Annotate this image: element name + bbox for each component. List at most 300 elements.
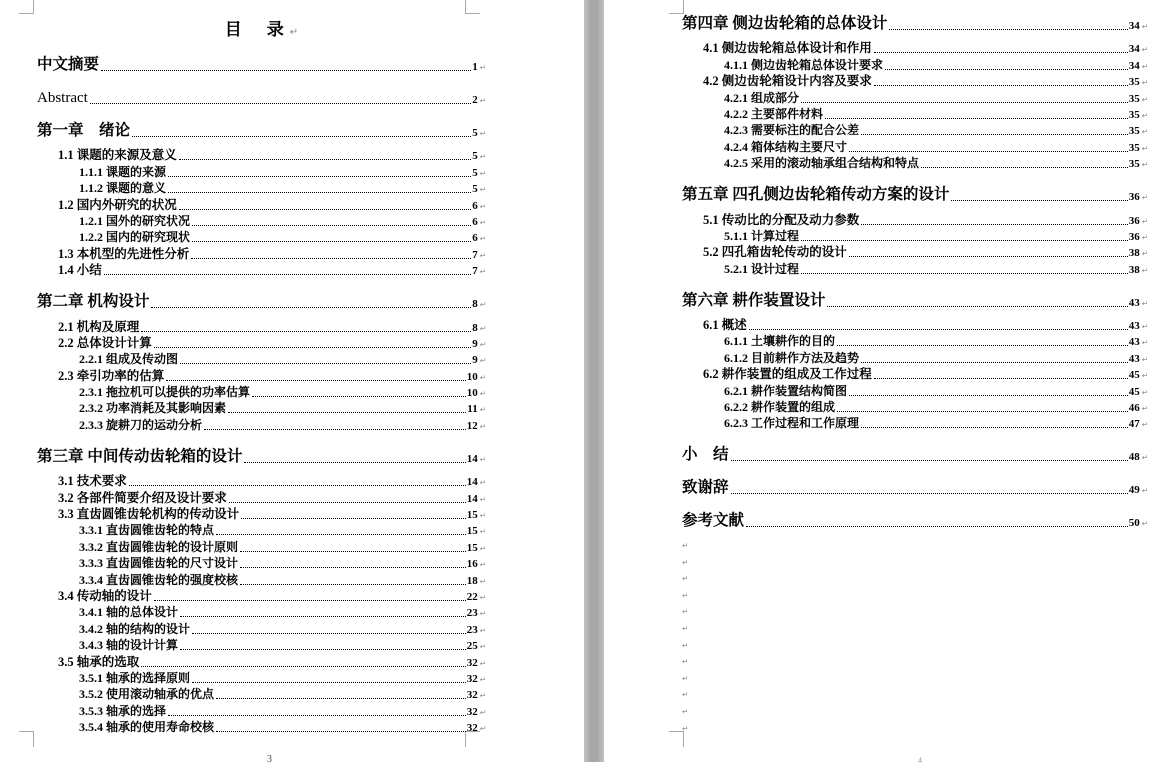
toc-entry-text[interactable]: 1.2 国内外研究的状况 xyxy=(58,197,177,212)
dotted-leader xyxy=(861,427,1128,428)
toc-entry[interactable] xyxy=(37,719,486,735)
toc-entry-text[interactable]: 2.2 总体设计计算 xyxy=(58,335,152,350)
paragraph-mark-icon: ↵ xyxy=(1141,387,1148,397)
paragraph-mark-icon: ↵ xyxy=(479,234,486,244)
paragraph-mark-icon: ↵ xyxy=(1141,160,1148,170)
paragraph-mark-icon: ↵ xyxy=(682,574,689,584)
dotted-leader xyxy=(861,134,1128,135)
toc-entry-page-number[interactable]: 43 xyxy=(1128,296,1140,309)
toc-entry-list-right xyxy=(682,12,1148,530)
toc-entry-text[interactable]: 3.4.1 轴的总体设计 xyxy=(79,605,179,620)
paragraph-mark-icon: ↵ xyxy=(479,323,486,333)
dotted-leader xyxy=(731,493,1128,494)
toc-entry[interactable] xyxy=(37,367,486,383)
toc-entry[interactable] xyxy=(37,620,486,636)
toc-entry-text[interactable]: 3.5.1 轴承的选择原则 xyxy=(79,670,191,685)
dotted-leader xyxy=(731,460,1128,461)
toc-entry-text[interactable]: 4.1 侧边齿轮箱总体设计和作用 xyxy=(703,41,872,56)
paragraph-mark-icon: ↵ xyxy=(1141,45,1148,55)
paragraph-mark-icon: ↵ xyxy=(479,527,486,537)
toc-entry[interactable] xyxy=(37,163,486,179)
toc-entry[interactable] xyxy=(682,415,1148,431)
toc-entry-text[interactable]: 3.3.3 直齿圆锥齿轮的尺寸设计 xyxy=(79,556,239,571)
toc-entry-page-number[interactable]: 9 xyxy=(472,337,478,350)
toc-entry-page-number[interactable]: 32 xyxy=(466,705,478,718)
dotted-leader xyxy=(861,224,1127,225)
paragraph-mark-icon: ↵ xyxy=(1141,265,1148,275)
dotted-leader xyxy=(244,462,465,463)
page-gap-background xyxy=(584,0,604,762)
dotted-leader xyxy=(921,167,1128,168)
dotted-leader xyxy=(252,396,466,397)
toc-entry-text[interactable]: 2.3.2 功率消耗及其影响因素 xyxy=(79,401,227,416)
toc-entry[interactable] xyxy=(37,213,486,229)
toc-entry-page-number[interactable]: 32 xyxy=(466,672,478,685)
toc-entry-page-number[interactable]: 22 xyxy=(466,590,478,603)
toc-entry-text[interactable]: 5.1.1 计算过程 xyxy=(724,228,800,243)
dotted-leader xyxy=(168,192,471,193)
toc-entry-page-number[interactable]: 35 xyxy=(1128,125,1140,138)
toc-entry[interactable] xyxy=(37,522,486,538)
toc-entry-page-number[interactable]: 6 xyxy=(472,215,478,228)
paragraph-mark-icon: ↵ xyxy=(289,27,299,38)
dotted-leader xyxy=(849,151,1128,152)
dotted-leader xyxy=(228,412,466,413)
toc-entry[interactable] xyxy=(37,604,486,620)
toc-entry-page-number[interactable]: 48 xyxy=(1128,451,1140,464)
toc-entry[interactable] xyxy=(682,211,1148,227)
toc-entry-text[interactable]: 1.1.1 课题的来源 xyxy=(79,164,167,179)
toc-entry-page-number[interactable]: 23 xyxy=(466,623,478,636)
toc-entry-text[interactable]: 1.3 本机型的先进性分析 xyxy=(58,246,190,261)
dotted-leader xyxy=(849,395,1128,396)
toc-entry-text[interactable]: 2.3.3 旋耕刀的运动分析 xyxy=(79,417,203,432)
dotted-leader xyxy=(216,731,466,732)
toc-entry-text[interactable]: 3.4 传动轴的设计 xyxy=(58,588,152,603)
toc-entry-text[interactable]: 2.3 牵引功率的估算 xyxy=(58,368,165,383)
toc-entry[interactable] xyxy=(682,476,1148,497)
empty-paragraph xyxy=(682,701,1148,718)
toc-entry-text[interactable]: 3.2 各部件简要介绍及设计要求 xyxy=(58,490,227,505)
toc-entry-text[interactable]: 4.2.4 箱体结构主要尺寸 xyxy=(724,139,848,154)
toc-entry-text[interactable]: 3.3.4 直齿圆锥齿轮的强度校核 xyxy=(79,572,239,587)
toc-entry-page-number[interactable]: 25 xyxy=(466,640,478,653)
paragraph-mark-icon: ↵ xyxy=(479,185,486,195)
paragraph-mark-icon: ↵ xyxy=(1141,322,1148,332)
toc-entry-text[interactable]: 第五章 四孔侧边齿轮箱传动方案的设计 xyxy=(682,186,950,204)
toc-entry-page-number[interactable]: 46 xyxy=(1128,402,1140,415)
paragraph-mark-icon: ↵ xyxy=(479,560,486,570)
empty-paragraph xyxy=(682,585,1148,602)
toc-entry-text[interactable]: 4.2.1 组成部分 xyxy=(724,90,800,105)
toc-entry-text[interactable]: 6.2.1 耕作装置结构简图 xyxy=(724,383,848,398)
toc-entry-text[interactable]: 3.5.2 使用滚动轴承的优点 xyxy=(79,687,215,702)
toc-entry[interactable] xyxy=(37,335,486,351)
dotted-leader xyxy=(837,411,1128,412)
empty-paragraph xyxy=(682,652,1148,669)
toc-entry-text[interactable]: 4.1.1 侧边齿轮箱总体设计要求 xyxy=(724,57,884,72)
toc-entry-page-number[interactable]: 6 xyxy=(472,232,478,245)
paragraph-mark-icon: ↵ xyxy=(479,201,486,211)
dotted-leader xyxy=(154,600,466,601)
toc-entry[interactable] xyxy=(37,702,486,718)
paragraph-mark-icon: ↵ xyxy=(479,609,486,619)
dotted-leader xyxy=(141,331,471,332)
paragraph-mark-icon: ↵ xyxy=(479,691,486,701)
toc-entry-list-left xyxy=(37,53,486,735)
toc-entry-page-number[interactable]: 50 xyxy=(1128,517,1140,530)
paragraph-mark-icon: ↵ xyxy=(479,454,486,464)
paragraph-mark-icon: ↵ xyxy=(479,543,486,553)
toc-entry-text[interactable]: 6.2 耕作装置的组成及工作过程 xyxy=(703,367,872,382)
dotted-leader xyxy=(885,69,1128,70)
toc-entry-page-number[interactable]: 1 xyxy=(472,61,478,73)
toc-entry-text[interactable]: 第三章 中间传动齿轮箱的设计 xyxy=(37,447,243,465)
dotted-leader xyxy=(132,136,471,137)
toc-entry[interactable] xyxy=(682,122,1148,138)
toc-entry-text[interactable]: 致谢辞 xyxy=(682,479,729,497)
toc-entry-page-number[interactable]: 38 xyxy=(1128,263,1140,276)
toc-entry[interactable] xyxy=(37,119,486,140)
toc-entry-page-number[interactable]: 10 xyxy=(466,387,478,400)
paragraph-mark-icon: ↵ xyxy=(479,405,486,415)
toc-entry-page-number[interactable]: 15 xyxy=(466,509,478,522)
toc-entry-page-number[interactable]: 36 xyxy=(1128,214,1140,227)
toc-entry-text[interactable]: 6.1.1 土壤耕作的目的 xyxy=(724,334,836,349)
empty-paragraph xyxy=(682,685,1148,702)
toc-entry-page-number[interactable]: 32 xyxy=(466,656,478,669)
empty-paragraph-list xyxy=(682,535,1148,734)
toc-entry[interactable] xyxy=(682,155,1148,171)
dotted-leader xyxy=(192,633,466,634)
toc-entry[interactable] xyxy=(37,506,486,522)
toc-entry-page-number[interactable]: 43 xyxy=(1128,352,1140,365)
toc-entry-text[interactable]: 3.5.4 轴承的使用寿命校核 xyxy=(79,720,215,735)
toc-entry-page-number[interactable]: 34 xyxy=(1128,43,1140,56)
toc-entry-text[interactable]: 3.3 直齿圆锥齿轮机构的传动设计 xyxy=(58,507,240,522)
dotted-leader xyxy=(179,159,471,160)
toc-entry[interactable] xyxy=(682,333,1148,349)
toc-entry-text[interactable]: 4.2.5 采用的滚动轴承组合结构和特点 xyxy=(724,156,920,171)
dotted-leader xyxy=(240,584,466,585)
dotted-leader xyxy=(191,258,471,259)
paragraph-mark-icon: ↵ xyxy=(1141,22,1148,31)
toc-entry-text[interactable]: Abstract xyxy=(37,90,88,106)
paragraph-mark-icon: ↵ xyxy=(479,511,486,521)
toc-entry-page-number[interactable]: 32 xyxy=(466,722,478,735)
paragraph-mark-icon: ↵ xyxy=(682,706,689,716)
toc-entry-text[interactable]: 小 结 xyxy=(682,446,729,464)
dotted-leader xyxy=(749,329,1128,330)
toc-entry[interactable] xyxy=(682,106,1148,122)
toc-entry-page-number[interactable]: 12 xyxy=(466,419,478,432)
toc-entry[interactable] xyxy=(37,670,486,686)
paragraph-mark-icon: ↵ xyxy=(1141,486,1148,496)
paragraph-mark-icon: ↵ xyxy=(1141,249,1148,259)
dotted-leader xyxy=(129,485,466,486)
toc-entry-text[interactable]: 2.2.1 组成及传动图 xyxy=(79,352,179,367)
toc-entry-text[interactable]: 3.4.2 轴的结构的设计 xyxy=(79,621,191,636)
toc-entry[interactable] xyxy=(682,89,1148,105)
toc-entry-text[interactable]: 6.1 概述 xyxy=(703,318,747,333)
toc-entry[interactable] xyxy=(682,73,1148,89)
empty-paragraph xyxy=(682,535,1148,552)
dotted-leader xyxy=(101,70,471,71)
paragraph-mark-icon: ↵ xyxy=(479,300,486,310)
toc-entry-text[interactable]: 5.2 四孔箱齿轮传动的设计 xyxy=(703,245,847,260)
paragraph-mark-icon: ↵ xyxy=(1141,354,1148,364)
toc-entry-page-number[interactable]: 15 xyxy=(466,525,478,538)
toc-entry-page-number[interactable]: 8 xyxy=(472,321,478,334)
toc-entry-text[interactable]: 3.1 技术要求 xyxy=(58,474,127,489)
toc-entry-text[interactable]: 第一章 绪论 xyxy=(37,122,131,139)
toc-entry-page-number[interactable]: 16 xyxy=(466,558,478,571)
paragraph-mark-icon: ↵ xyxy=(479,152,486,162)
toc-entry-page-number[interactable]: 2 xyxy=(472,94,478,106)
toc-title xyxy=(37,15,486,38)
dotted-leader xyxy=(168,176,471,177)
toc-entry-page-number[interactable]: 49 xyxy=(1128,484,1140,497)
paragraph-mark-icon: ↵ xyxy=(479,339,486,349)
toc-entry-page-number[interactable]: 36 xyxy=(1128,191,1140,204)
paragraph-mark-icon: ↵ xyxy=(479,724,486,734)
toc-entry-page-number[interactable]: 35 xyxy=(1128,108,1140,121)
toc-entry[interactable] xyxy=(682,443,1148,464)
margin-crop-mark-bottom-left xyxy=(19,731,34,747)
toc-entry[interactable] xyxy=(37,588,486,604)
dotted-leader xyxy=(154,347,471,348)
toc-entry-text[interactable]: 3.3.2 直齿圆锥齿轮的设计原则 xyxy=(79,539,239,554)
paragraph-mark-icon: ↵ xyxy=(479,658,486,668)
toc-entry-page-number[interactable]: 14 xyxy=(466,492,478,505)
toc-entry-page-number[interactable]: 14 xyxy=(466,452,478,465)
paragraph-mark-icon: ↵ xyxy=(479,389,486,399)
dotted-leader xyxy=(180,649,466,650)
toc-entry[interactable] xyxy=(682,317,1148,333)
dotted-leader xyxy=(801,240,1128,241)
paragraph-mark-icon: ↵ xyxy=(682,541,689,551)
paragraph-mark-icon: ↵ xyxy=(479,494,486,504)
toc-entry-page-number[interactable]: 9 xyxy=(472,354,478,367)
toc-entry-text[interactable]: 第二章 机构设计 xyxy=(37,293,150,311)
toc-entry[interactable] xyxy=(37,147,486,163)
toc-entry-page-number[interactable]: 7 xyxy=(472,248,478,261)
toc-entry[interactable] xyxy=(37,290,486,311)
empty-paragraph xyxy=(682,602,1148,619)
toc-entry-page-number[interactable]: 34 xyxy=(1128,59,1140,72)
toc-entry-text[interactable]: 4.2.2 主要部件材料 xyxy=(724,106,824,121)
toc-entry[interactable] xyxy=(682,12,1148,33)
toc-entry[interactable] xyxy=(682,289,1148,310)
toc-entry-page-number[interactable]: 5 xyxy=(472,127,478,139)
toc-entry-text[interactable]: 5.2.1 设计过程 xyxy=(724,261,800,276)
paragraph-mark-icon: ↵ xyxy=(682,673,689,683)
toc-entry[interactable] xyxy=(682,138,1148,154)
dotted-leader xyxy=(827,306,1127,307)
paragraph-mark-icon: ↵ xyxy=(1141,143,1148,153)
paragraph-mark-icon: ↵ xyxy=(1141,298,1148,308)
toc-entry[interactable] xyxy=(682,183,1148,204)
paragraph-mark-icon: ↵ xyxy=(1141,519,1148,529)
toc-entry-text[interactable]: 3.5.3 轴承的选择 xyxy=(79,703,167,718)
toc-entry[interactable] xyxy=(682,366,1148,382)
toc-entry-page-number[interactable]: 5 xyxy=(472,183,478,196)
paragraph-mark-icon: ↵ xyxy=(682,690,689,700)
paragraph-mark-icon: ↵ xyxy=(1141,61,1148,71)
toc-entry[interactable] xyxy=(682,244,1148,260)
paragraph-mark-icon: ↵ xyxy=(1141,110,1148,120)
toc-entry-text[interactable]: 4.2 侧边齿轮箱设计内容及要求 xyxy=(703,74,872,89)
toc-entry-page-number[interactable]: 43 xyxy=(1128,320,1140,333)
toc-entry-page-number[interactable]: 35 xyxy=(1128,141,1140,154)
dotted-leader xyxy=(801,273,1128,274)
paragraph-mark-icon: ↵ xyxy=(682,657,689,667)
paragraph-mark-icon: ↵ xyxy=(1141,420,1148,430)
paragraph-mark-icon: ↵ xyxy=(479,707,486,717)
toc-entry-text[interactable]: 4.2.3 需要标注的配合公差 xyxy=(724,123,860,138)
toc-entry-page-number[interactable]: 35 xyxy=(1128,92,1140,105)
toc-entry-text[interactable]: 1.4 小结 xyxy=(58,263,102,278)
toc-entry[interactable] xyxy=(37,262,486,278)
toc-entry[interactable] xyxy=(37,245,486,261)
toc-entry-page-number[interactable]: 35 xyxy=(1128,76,1140,89)
toc-entry-text[interactable]: 1.1.2 课题的意义 xyxy=(79,181,167,196)
toc-entry[interactable] xyxy=(37,686,486,702)
toc-entry[interactable] xyxy=(37,196,486,212)
toc-entry-text[interactable]: 1.1 课题的来源及意义 xyxy=(58,148,177,163)
toc-entry[interactable] xyxy=(682,509,1148,530)
dotted-leader xyxy=(151,307,471,308)
dotted-leader xyxy=(192,225,471,226)
paragraph-mark-icon: ↵ xyxy=(1141,193,1148,203)
toc-entry-page-number[interactable]: 32 xyxy=(466,689,478,702)
paragraph-mark-icon: ↵ xyxy=(479,642,486,652)
paragraph-mark-icon: ↵ xyxy=(1141,371,1148,381)
dotted-leader xyxy=(216,698,466,699)
empty-paragraph xyxy=(682,618,1148,635)
dotted-leader xyxy=(180,363,471,364)
dotted-leader xyxy=(90,103,471,104)
toc-entry-text[interactable]: 第六章 耕作装置设计 xyxy=(682,291,826,309)
toc-title-text: 目 录 xyxy=(224,20,288,39)
dotted-leader xyxy=(179,209,471,210)
page-footer-number: 4 xyxy=(918,756,922,762)
toc-entry-page-number[interactable]: 5 xyxy=(472,150,478,163)
paragraph-mark-icon: ↵ xyxy=(682,623,689,633)
toc-entry[interactable] xyxy=(37,416,486,432)
toc-entry[interactable] xyxy=(682,260,1148,276)
empty-paragraph xyxy=(682,569,1148,586)
dotted-leader xyxy=(951,200,1127,201)
toc-entry-page-number[interactable]: 18 xyxy=(466,574,478,587)
toc-entry-page-number[interactable]: 15 xyxy=(466,541,478,554)
paragraph-mark-icon: ↵ xyxy=(479,356,486,366)
toc-entry-text[interactable]: 第四章 侧边齿轮箱的总体设计 xyxy=(682,15,888,32)
toc-entry[interactable] xyxy=(682,382,1148,398)
toc-entry[interactable] xyxy=(37,538,486,554)
toc-entry[interactable] xyxy=(37,653,486,669)
dotted-leader xyxy=(861,362,1128,363)
paragraph-mark-icon: ↵ xyxy=(479,63,486,72)
paragraph-mark-icon: ↵ xyxy=(479,267,486,277)
toc-entry-text[interactable]: 参考文献 xyxy=(682,512,745,530)
toc-entry[interactable] xyxy=(682,399,1148,415)
toc-entry-page-number[interactable]: 6 xyxy=(472,199,478,212)
dotted-leader xyxy=(141,666,465,667)
toc-entry-text[interactable]: 中文摘要 xyxy=(37,56,100,73)
dotted-leader xyxy=(240,567,466,568)
page-footer-number: 3 xyxy=(267,754,272,762)
paragraph-mark-icon: ↵ xyxy=(682,590,689,600)
empty-paragraph xyxy=(682,668,1148,685)
toc-entry-text[interactable]: 3.5 轴承的选取 xyxy=(58,654,140,669)
dotted-leader xyxy=(874,378,1128,379)
margin-crop-mark-top-left xyxy=(19,0,34,14)
toc-entry[interactable] xyxy=(37,86,486,107)
paragraph-mark-icon: ↵ xyxy=(1141,216,1148,226)
toc-entry-page-number[interactable]: 38 xyxy=(1128,247,1140,260)
toc-entry-page-number[interactable]: 7 xyxy=(472,265,478,278)
toc-entry-page-number[interactable]: 8 xyxy=(472,298,478,311)
toc-entry-page-number[interactable]: 45 xyxy=(1128,385,1140,398)
toc-entry[interactable] xyxy=(37,555,486,571)
dotted-leader xyxy=(874,52,1128,53)
toc-entry-page-number[interactable]: 5 xyxy=(472,166,478,179)
toc-entry[interactable] xyxy=(37,53,486,74)
toc-entry-text[interactable]: 1.2.2 国内的研究现状 xyxy=(79,230,191,245)
toc-entry-page-number[interactable]: 34 xyxy=(1128,20,1140,32)
toc-entry-text[interactable]: 6.1.2 目前耕作方法及趋势 xyxy=(724,350,860,365)
toc-entry-text[interactable]: 6.2.3 工作过程和工作原理 xyxy=(724,416,860,431)
toc-entry-text[interactable]: 5.1 传动比的分配及动力参数 xyxy=(703,212,860,227)
toc-entry[interactable] xyxy=(682,40,1148,56)
toc-entry[interactable] xyxy=(37,384,486,400)
toc-entry-text[interactable]: 3.3.1 直齿圆锥齿轮的特点 xyxy=(79,523,215,538)
paragraph-mark-icon: ↵ xyxy=(1141,453,1148,463)
dotted-leader xyxy=(241,518,465,519)
toc-entry-page-number[interactable]: 43 xyxy=(1128,336,1140,349)
toc-entry-text[interactable]: 2.3.1 拖拉机可以提供的功率估算 xyxy=(79,385,251,400)
dotted-leader xyxy=(180,616,466,617)
toc-entry-text[interactable]: 6.2.2 耕作装置的组成 xyxy=(724,400,836,415)
toc-entry-page-number[interactable]: 45 xyxy=(1128,369,1140,382)
paragraph-mark-icon: ↵ xyxy=(1141,232,1148,242)
dotted-leader xyxy=(229,502,466,503)
toc-entry-text[interactable]: 1.2.1 国外的研究状况 xyxy=(79,213,191,228)
toc-entry-page-number[interactable]: 35 xyxy=(1128,158,1140,171)
paragraph-mark-icon: ↵ xyxy=(479,576,486,586)
dotted-leader xyxy=(825,118,1128,119)
dotted-leader xyxy=(192,682,466,683)
toc-entry-page-number[interactable]: 10 xyxy=(466,370,478,383)
toc-entry-page-number[interactable]: 23 xyxy=(466,607,478,620)
toc-entry-page-number[interactable]: 36 xyxy=(1128,230,1140,243)
toc-entry-text[interactable]: 2.1 机构及原理 xyxy=(58,319,140,334)
dotted-leader xyxy=(889,29,1127,30)
dotted-leader xyxy=(746,526,1128,527)
toc-entry-page-number[interactable]: 14 xyxy=(466,476,478,489)
toc-entry-page-number[interactable]: 11 xyxy=(467,403,478,416)
toc-entry[interactable] xyxy=(37,445,486,466)
toc-entry-text[interactable]: 3.4.3 轴的设计计算 xyxy=(79,638,179,653)
paragraph-mark-icon: ↵ xyxy=(479,250,486,260)
paragraph-mark-icon: ↵ xyxy=(682,640,689,650)
paragraph-mark-icon: ↵ xyxy=(479,592,486,602)
paragraph-mark-icon: ↵ xyxy=(479,168,486,178)
toc-entry-page-number[interactable]: 47 xyxy=(1128,418,1140,431)
paragraph-mark-icon: ↵ xyxy=(682,557,689,567)
toc-entry[interactable] xyxy=(37,400,486,416)
